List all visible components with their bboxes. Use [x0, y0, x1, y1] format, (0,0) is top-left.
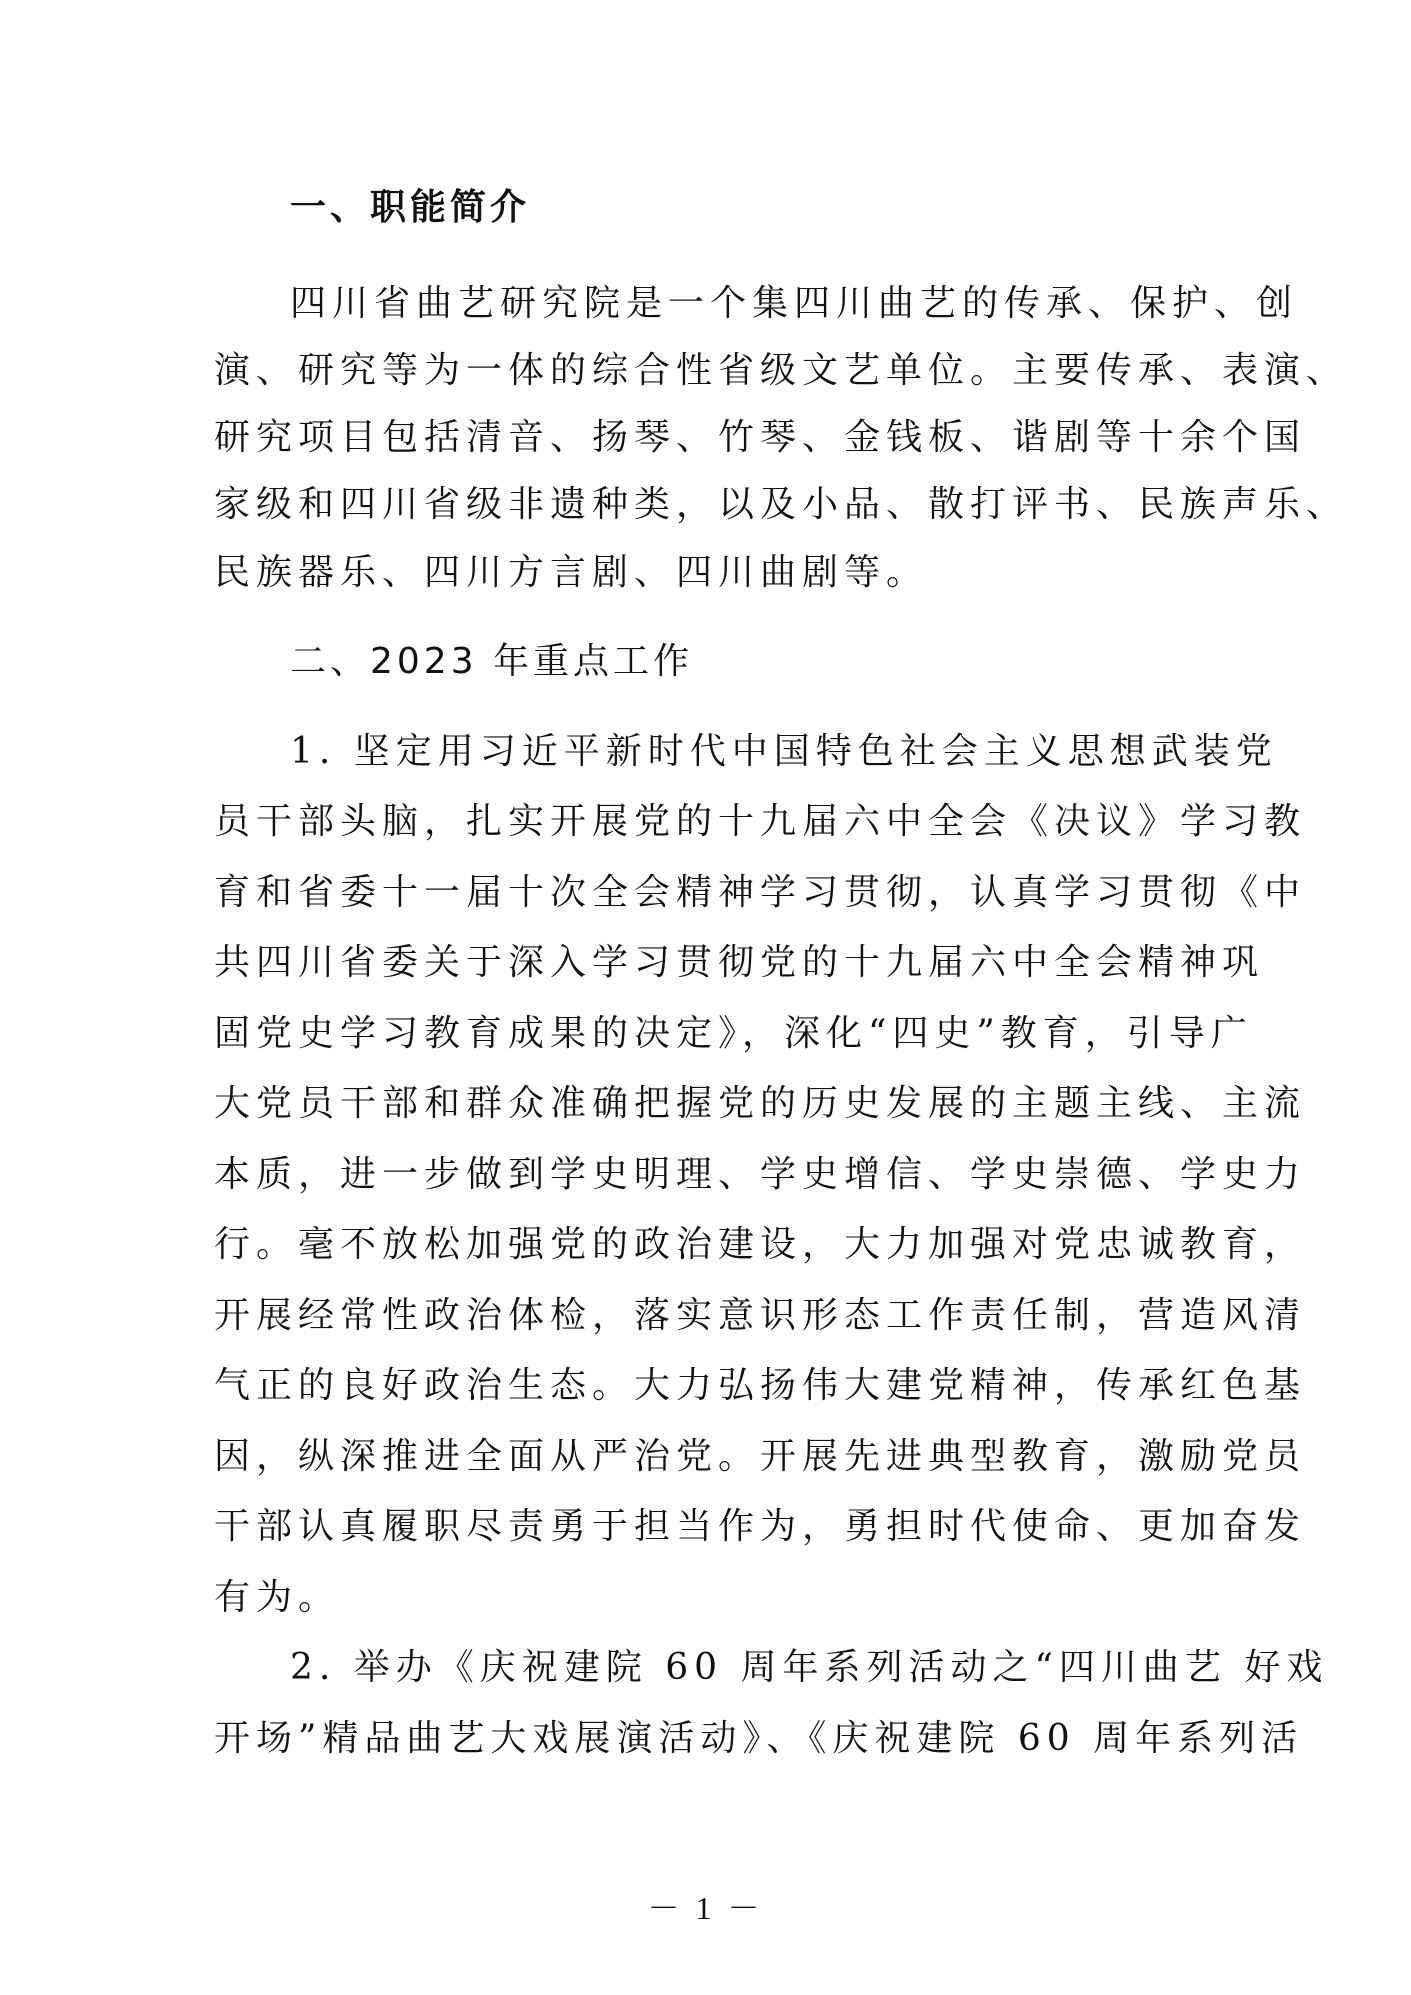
page-number: － 1 － [647, 1890, 764, 1926]
paragraph-line: 演、研究等为一体的综合性省级文艺单位。主要传承、表演、 [214, 350, 1349, 391]
paragraph-line: 家级和四川省级非遗种类，以及小品、散打评书、民族声乐、 [214, 484, 1349, 525]
paragraph-line: 2. 举办《庆祝建院 60 周年系列活动之“四川曲艺 好戏 [290, 1647, 1329, 1688]
paragraph-line: 开场”精品曲艺大戏展演活动》、《庆祝建院 60 周年系列活 [214, 1718, 1304, 1759]
paragraph-line: 1. 坚定用习近平新时代中国特色社会主义思想武装党 [290, 731, 1278, 772]
paragraph-line: 共四川省委关于深入学习贯彻党的十九届六中全会精神巩 [214, 942, 1265, 983]
paragraph-line: 因，纵深推进全面从严治党。开展先进典型教育，激励党员 [214, 1436, 1307, 1477]
paragraph-line: 大党员干部和群众准确把握党的历史发展的主题主线、主流 [214, 1083, 1307, 1124]
paragraph-line: 气正的良好政治生态。大力弘扬伟大建党精神，传承红色基 [214, 1365, 1307, 1406]
paragraph-line: 四川省曲艺研究院是一个集四川曲艺的传承、保护、创 [290, 283, 1299, 324]
paragraph-line: 本质，进一步做到学史明理、学史增信、学史崇德、学史力 [214, 1154, 1307, 1195]
paragraph-line: 育和省委十一届十次全会精神学习贯彻，认真学习贯彻《中 [214, 872, 1307, 913]
paragraph-line: 有为。 [214, 1577, 341, 1618]
paragraph-line: 干部认真履职尽责勇于担当作为，勇担时代使命、更加奋发 [214, 1506, 1307, 1547]
paragraph-line: 研究项目包括清音、扬琴、竹琴、金钱板、谐剧等十余个国 [214, 417, 1307, 458]
paragraph-line: 民族器乐、四川方言剧、四川曲剧等。 [214, 552, 929, 593]
section-heading-2: 二、2023 年重点工作 [290, 641, 694, 682]
paragraph-line: 员干部头脑，扎实开展党的十九届六中全会《决议》学习教 [214, 801, 1307, 842]
paragraph-line: 行。毫不放松加强党的政治建设，大力加强对党忠诚教育， [214, 1224, 1307, 1265]
paragraph-line: 开展经常性政治体检，落实意识形态工作责任制，营造风清 [214, 1295, 1307, 1336]
paragraph-line: 固党史学习教育成果的决定》，深化“四史”教育，引导广 [214, 1013, 1253, 1054]
section-heading-1: 一、职能简介 [290, 187, 531, 228]
